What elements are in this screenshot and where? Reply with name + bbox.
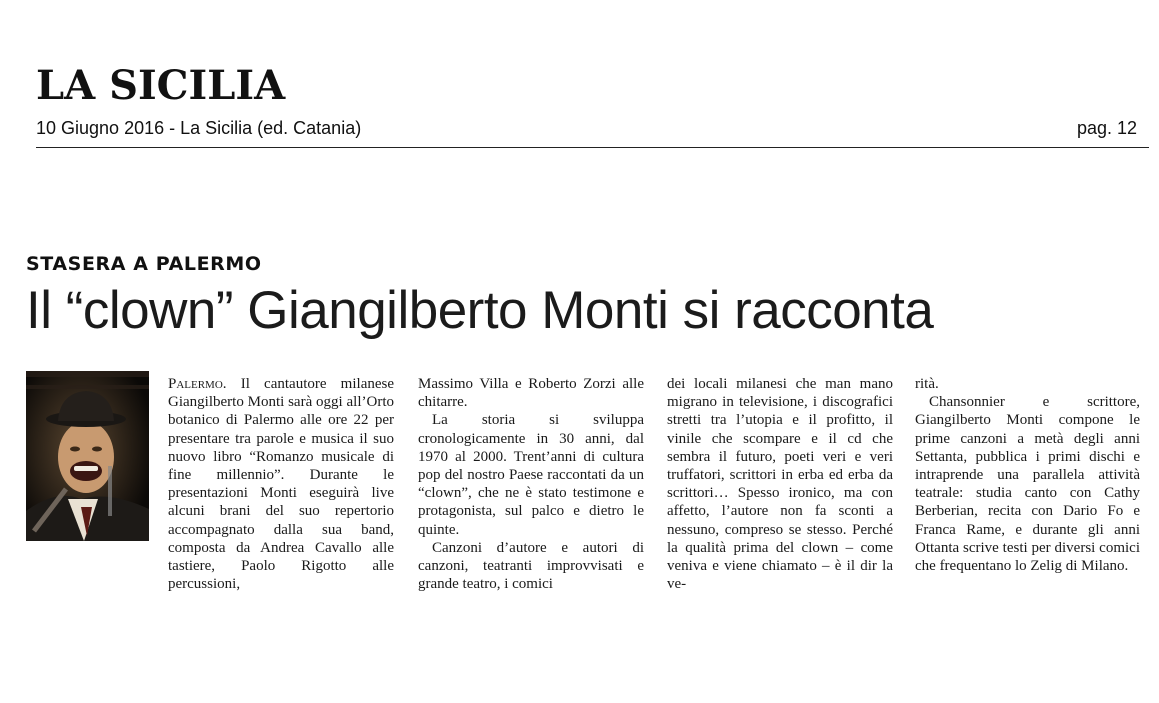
portrait-photo-icon [26,371,149,541]
header-divider [36,147,1149,148]
column-1-paragraph-1: Il cantautore milanese Giangilberto Monti sarà oggi all’Orto botanico di Palermo alle ore 22 per presentare tra parole e musica il suo nuovo libro “Romanzo musicale di fine millennio”. Durante le presentazioni Monti eseguirà live alcuni brani del suo repertorio accompagnato dalla sua band, composta da Andrea Cavallo alle tastiere, Paolo Rigotto alle percussioni, [168,376,394,593]
newspaper-masthead: LA SICILIA [36,62,286,109]
publication-dateline: 10 Giugno 2016 - La Sicilia (ed. Catania) [36,118,362,138]
column-2-paragraph-1: Massimo Villa e Roberto Zorzi alle chitarre. [418,376,644,411]
dateline-place: Palermo. [168,376,227,392]
article-column-4 [915,375,1140,575]
article-column-2 [418,375,644,593]
column-2-paragraph-3: Canzoni d’autore e autori di canzoni, teatranti improvvisati e grande teatro, i comici [418,539,644,593]
article-headline: Il “clown” Giangilberto Monti si racconta [26,281,934,340]
column-2-paragraph-2: La storia si sviluppa cronologicamente in 30 anni, dal 1970 al 2000. Trent’anni di cultura pop del nostro Paese raccontati da un “clown”, che ne è stato testimone e protagonista, sul palco e dietro le quinte. [418,412,644,538]
article-column-1 [168,375,394,593]
column-4-paragraph-2: Chansonnier e scrittore, Giangilberto Monti compone le prime canzoni a metà degli anni Settanta, pubblica i primi dischi e intraprende una parallela attività teatrale: studia canto con Cathy Berberian, recita con Dario Fo e Franca Rame, e durante gli anni Ottanta scrive testi per diversi comici che frequentano lo Zelig di Milano. [915,394,1140,575]
article-kicker: STASERA A PALERMO [26,253,262,275]
page-number: pag. 12 [1076,118,1137,138]
column-3-paragraph-1: dei locali milanesi che man mano migrano in televisione, i discografici stretti tra l’utopia e il profitto, il vinile che scompare e il cd che sembra il futuro, poeti veri e veri truffatori, scrittori in erba ed erba da scrittori… Spesso ironico, ma con affetto, l’autore non fa sconti a nessuno, compreso se stesso. Perché la qualità prima del clown – come veniva e viene chiamato – è il dir la ve- [667,376,893,593]
column-4-paragraph-1: rità. [915,376,939,392]
article-column-3 [667,375,893,593]
